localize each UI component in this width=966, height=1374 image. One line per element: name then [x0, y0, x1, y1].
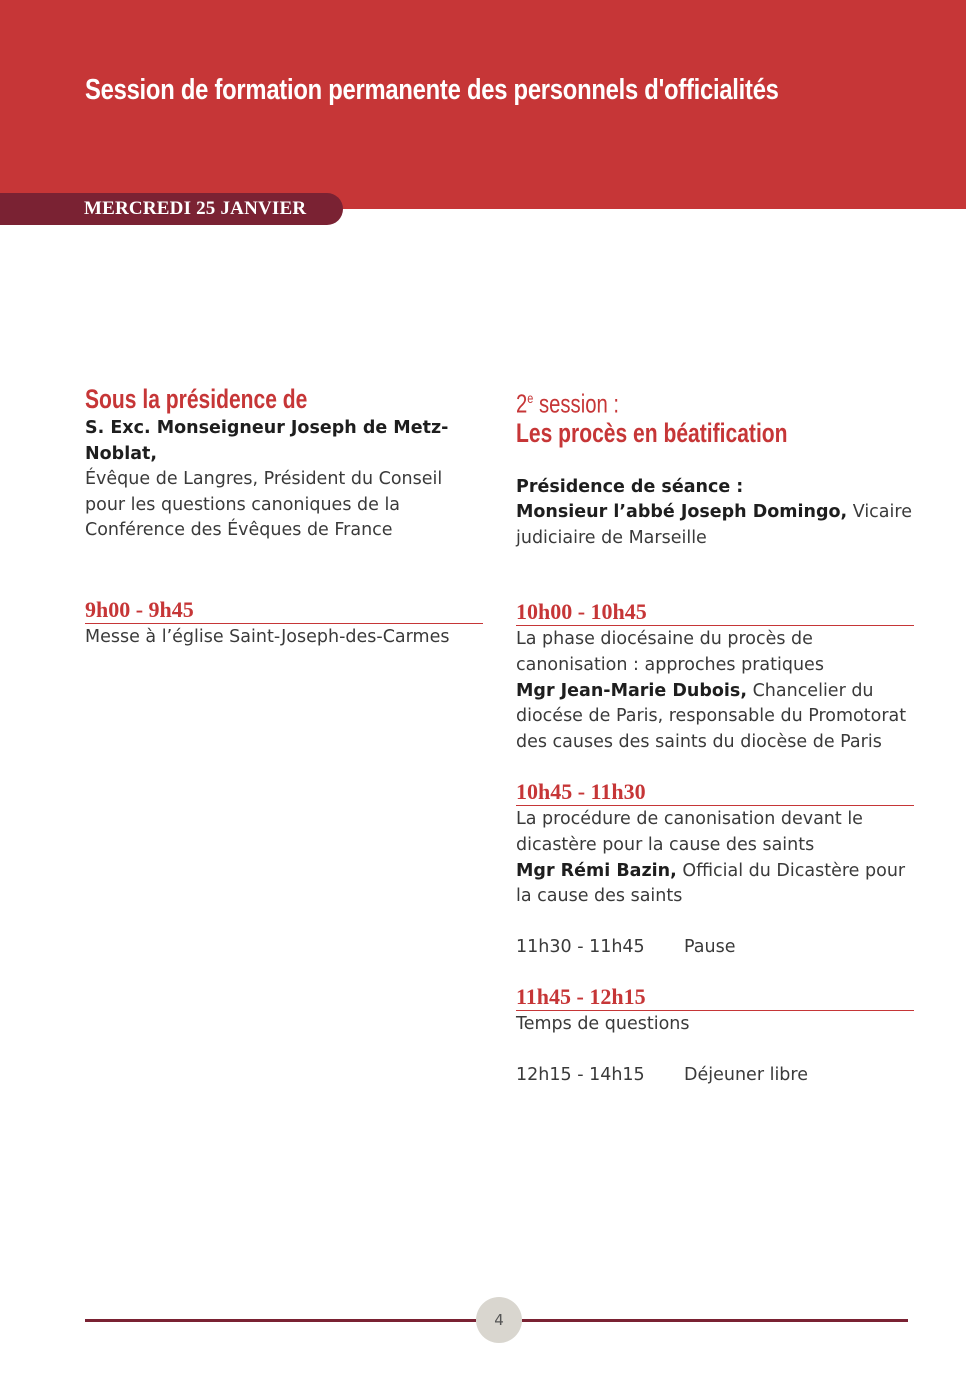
- slot-time: 10h45 - 11h30: [516, 779, 914, 806]
- header-banner: [0, 0, 966, 209]
- slot-description: Messe à l’église Saint-Joseph-des-Carmes: [85, 626, 450, 647]
- slot-block: [516, 779, 914, 909]
- pause-row: [516, 935, 914, 961]
- session-title: Les procès en béatification: [516, 417, 788, 448]
- session-number: 2e session :: [516, 388, 620, 419]
- presidence-seance: [516, 475, 914, 552]
- presidence-seance-name: Monsieur l’abbé Joseph Domingo,: [516, 502, 848, 523]
- slot-description: La procédure de canonisation devant le dicastère pour la cause des saints Mgr Rémi Bazin, Official du Dicastère pour la cause des saints: [516, 809, 906, 907]
- page-title: Session de formation permanente des personnels d'officialités: [85, 74, 779, 106]
- slot-block: [516, 984, 914, 1038]
- presidence-role: Évêque de Langres, Président du Conseil pour les questions canoniques de la Conférence des Évêques de France: [85, 469, 443, 541]
- slot-time: 9h00 - 9h45: [85, 597, 483, 624]
- speaker-role: Chancelier du diocése de Paris, responsable du Promotorat des causes des saints du diocèse de Paris: [516, 680, 907, 752]
- presidence-name: S. Exc. Monseigneur Joseph de Metz-Noblat,: [85, 418, 449, 464]
- lunch-label: Déjeuner libre: [684, 1064, 808, 1085]
- lunch-row: [516, 1063, 914, 1089]
- left-column: [85, 384, 483, 651]
- pause-label: Pause: [684, 936, 736, 957]
- footer-divider-left: [85, 1319, 476, 1322]
- presidence-seance-role: Vicaire judiciaire de Marseille: [516, 502, 912, 548]
- page-number: 4: [476, 1297, 522, 1343]
- pause-time: 11h30 - 11h45: [516, 936, 645, 957]
- slot-block: [85, 597, 483, 651]
- slot-description: La phase diocésaine du procès de canonisation : approches pratiques Mgr Jean-Marie Dubois, Chancelier du diocése de Paris, responsable du Promotorat des causes des saints du diocèse de Paris: [516, 629, 907, 752]
- slot-description: Temps de questions: [516, 1014, 690, 1035]
- speaker-role: Official du Dicastère pour la cause des saints: [516, 860, 906, 907]
- presidence-seance-label: Présidence de séance :: [516, 476, 744, 497]
- right-column: [516, 384, 914, 1089]
- date-tab: MERCREDI 25 JANVIER: [0, 193, 343, 225]
- slot-time: 10h00 - 10h45: [516, 599, 914, 626]
- presidence-block: [85, 416, 483, 544]
- slot-block: [516, 599, 914, 755]
- speaker-name: Mgr Rémi Bazin,: [516, 860, 677, 881]
- presidence-heading: Sous la présidence de: [85, 384, 308, 414]
- footer-divider-right: [522, 1319, 908, 1322]
- lunch-time: 12h15 - 14h15: [516, 1064, 645, 1085]
- slot-time: 11h45 - 12h15: [516, 984, 914, 1011]
- speaker-name: Mgr Jean-Marie Dubois,: [516, 680, 747, 701]
